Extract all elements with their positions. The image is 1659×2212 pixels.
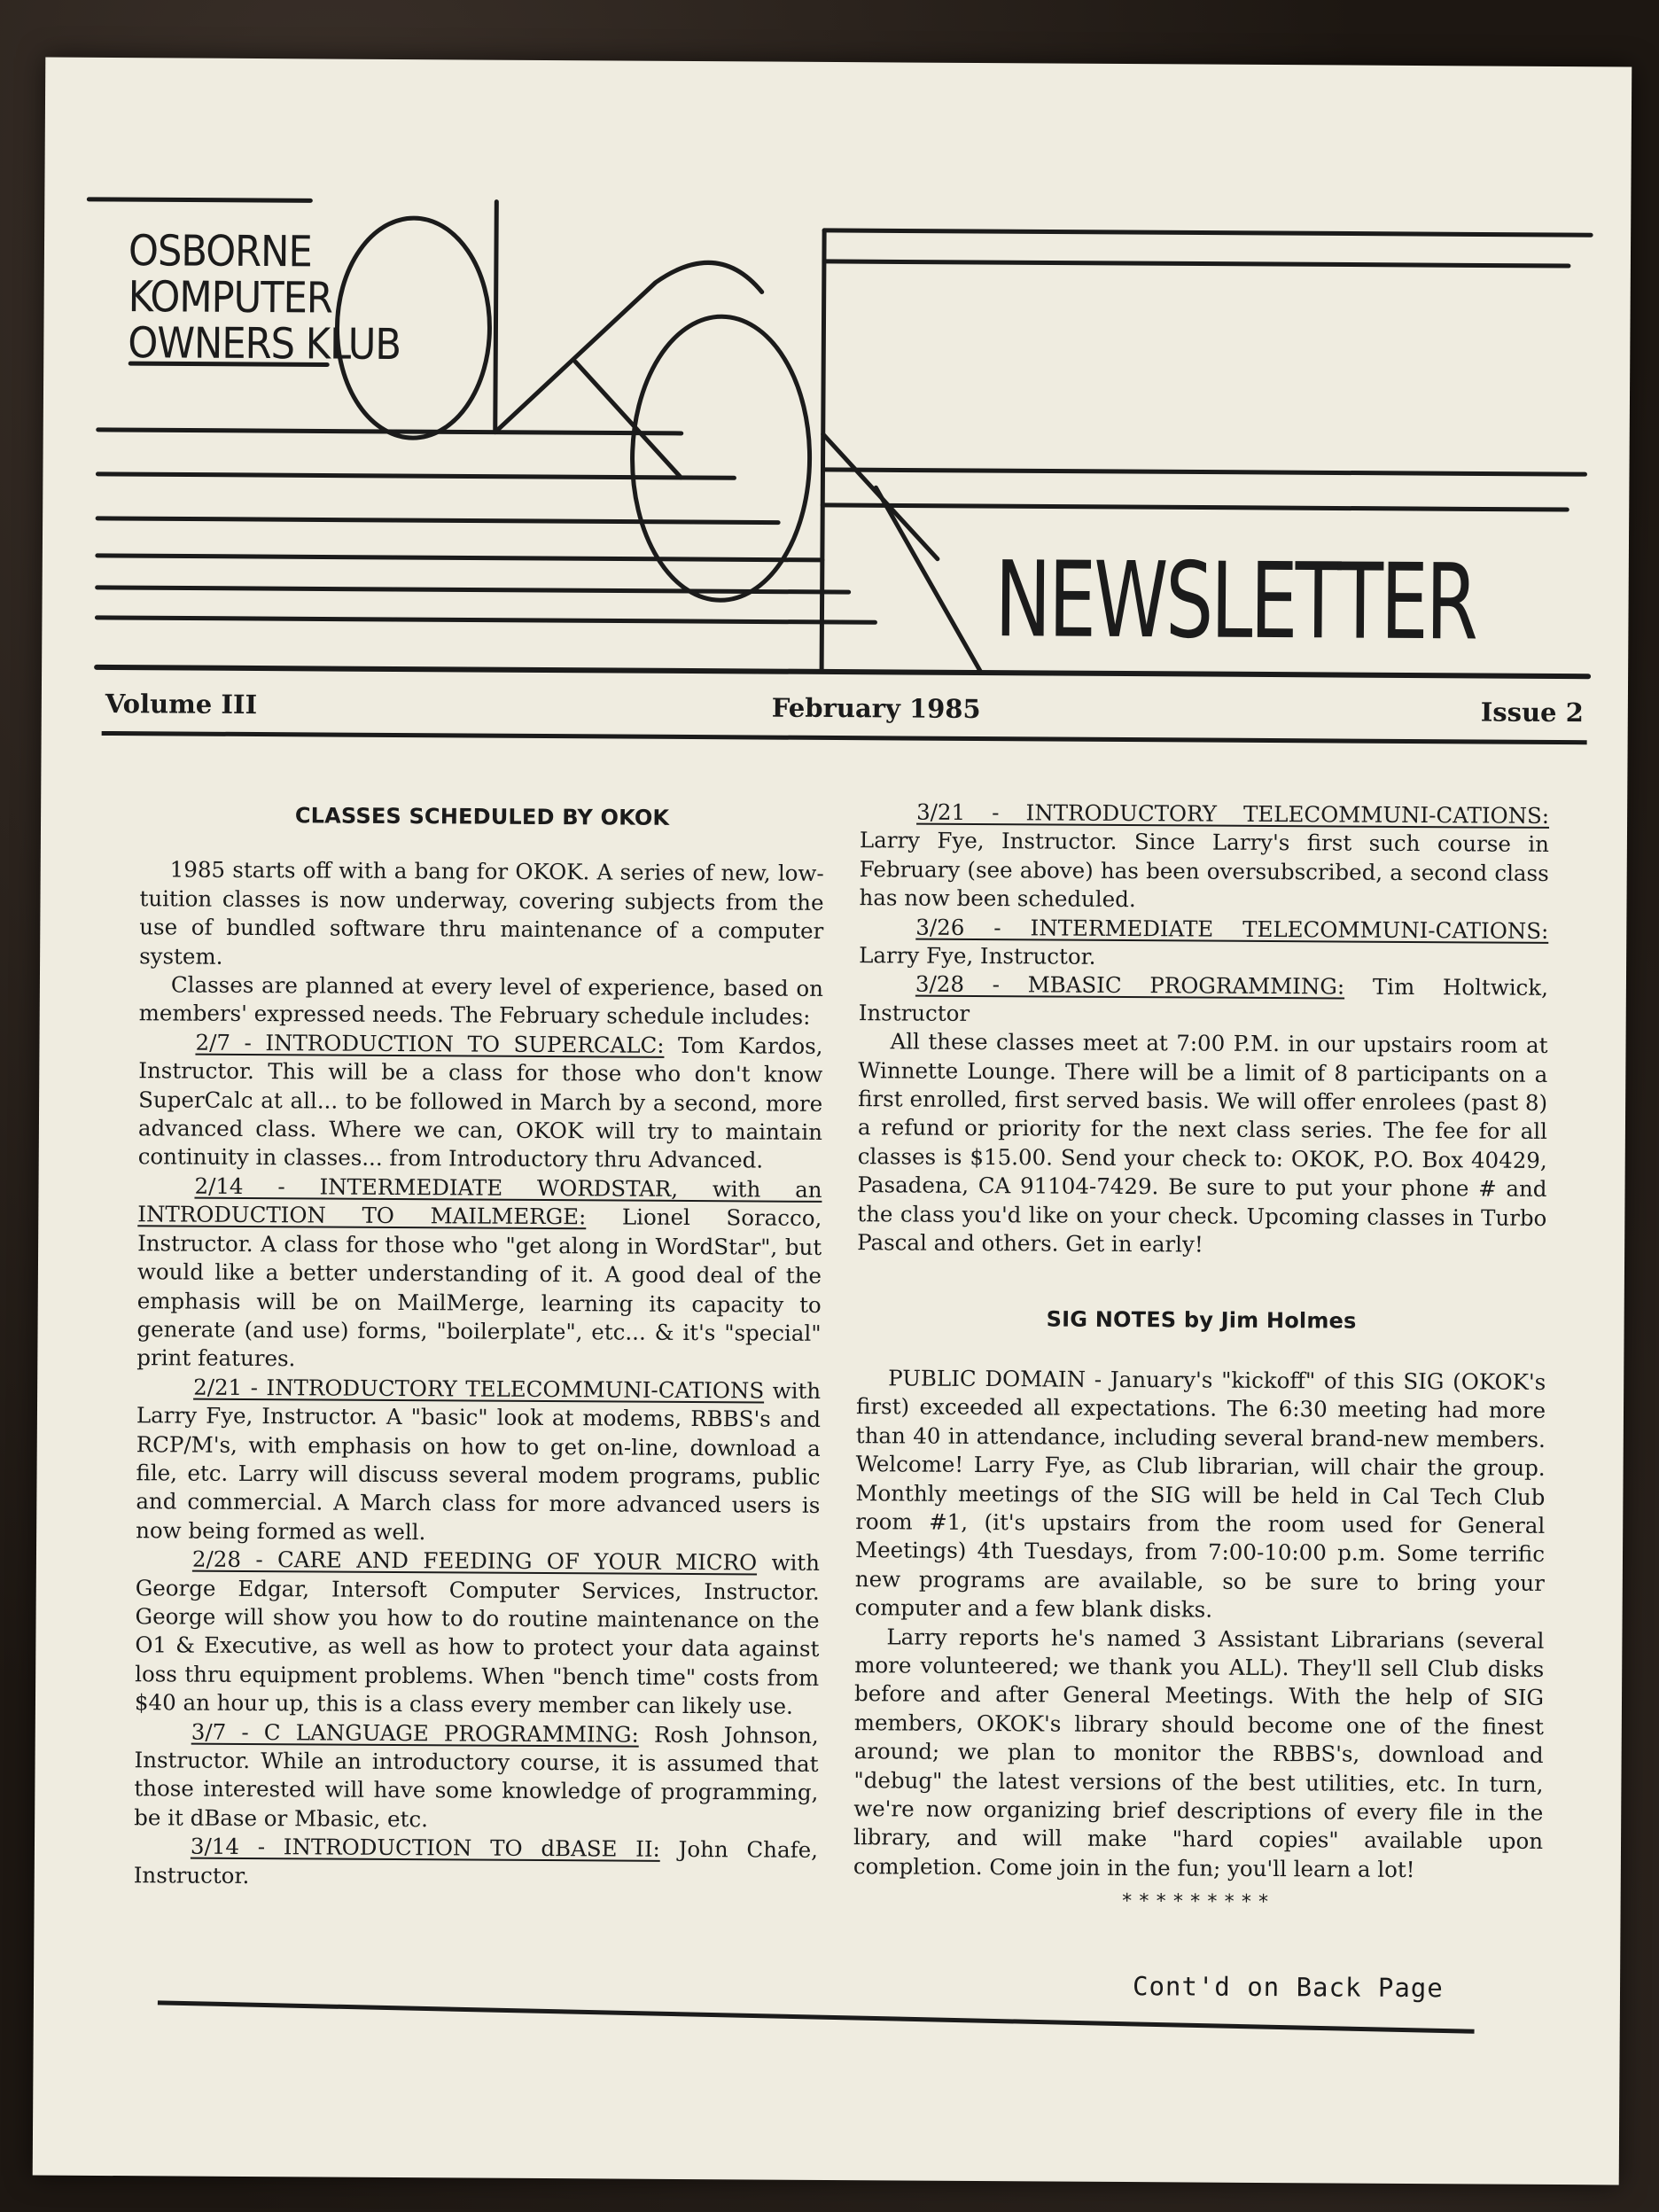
continued-note: Cont'd on Back Page (1132, 1971, 1444, 2004)
logo-letter-k-2-stem (822, 230, 824, 672)
class-item-body: John Chafe, Instructor. (133, 1836, 819, 1889)
right-rule-3 (822, 470, 1585, 474)
header-rule-left-top (89, 199, 310, 201)
newsletter-page (33, 58, 1632, 2185)
class-item-body: Tim Holtwick, Instructor (858, 973, 1549, 1026)
classes-heading: CLASSES SCHEDULED BY OKOK (294, 803, 670, 830)
classes-intro: 1985 starts off with a bang for OKOK. A series of new, low-tuition classes is now underway, covering subjects from the use of bundled software thru maintenance of a computer system. (139, 856, 824, 970)
class-item (136, 1373, 821, 1549)
right-rule-4 (822, 505, 1567, 510)
class-item (136, 1172, 822, 1377)
class-item (859, 798, 1549, 916)
class-item-body: Lionel Soracco, Instructor. A class for those who "get along in WordStar", but would like a better understanding of it. A good deal of the emphasis will be on MailMerge, learning its capacity to generate (and use) forms, "boilerplate", etc... & it's "special" print features. (136, 1203, 822, 1372)
right-rule-2 (824, 261, 1569, 266)
bottom-rule (158, 2000, 1475, 2033)
newsletter-title: NEWSLETTER (994, 538, 1476, 664)
stripe-4 (97, 556, 822, 560)
logo-letter-k-1-arm (495, 261, 762, 434)
stripe-5 (97, 588, 849, 592)
logo-letter-k-1-stem (495, 202, 497, 432)
class-item-body: Rosh Johnson, Instructor. While an introductory course, it is assumed that those interested will have some knowledge of programming, be it dBase or Mbasic, etc. (134, 1721, 819, 1833)
left-column (134, 793, 825, 1894)
stripe-2 (97, 474, 734, 478)
club-name-line-3: OWNERS KLUB (128, 318, 401, 370)
masthead (42, 58, 1632, 728)
club-name-line-2: KOMPUTER (128, 272, 333, 323)
class-item (859, 913, 1548, 975)
logo-letter-k-2-leg (875, 487, 982, 673)
masthead-bottom-rule (97, 667, 1588, 676)
class-item-title: 2/28 - CARE AND FEEDING OF YOUR MICRO (191, 1546, 758, 1576)
class-item-body: Larry Fye, Instructor. Since Larry's first such course in February (see above) has been oversubscribed, a second class has now been scheduled. (859, 827, 1550, 913)
sig-notes-heading: SIG NOTES by Jim Holmes (1046, 1305, 1357, 1334)
class-item-body: Tom Kardos, Instructor. This will be a class for those who don't know SuperCalc at all... to be followed in March by a second, more advanced class. Where we can, OKOK will try to maintain continuity in classes... from Introductory thru Advanced. (137, 1032, 823, 1173)
class-item-title: 3/14 - INTRODUCTION TO dBASE II: (190, 1833, 660, 1863)
stripe-3 (97, 518, 778, 523)
class-item-body: with George Edgar, Intersoft Computer Services, Instructor. George will show you how to do routine maintenance on the O1 & Executive, as well as how to protect your data against loss thru equipment problems. When "bench time" costs from $40 an hour up, this is a class every member can likely use. (134, 1549, 821, 1719)
class-item-title: 3/28 - MBASIC PROGRAMMING: (915, 971, 1345, 1000)
right-column (853, 798, 1550, 1919)
issue-number: Issue 2 (1480, 697, 1584, 728)
class-item-body: Larry Fye, Instructor. (859, 942, 1096, 970)
stripe-6 (97, 618, 875, 622)
sig-paragraph-1: PUBLIC DOMAIN - January's "kickoff" of this SIG (OKOK's first) exceeded all expectations. The 6:30 meeting had more than 40 in attendance, including several brand-new members. Welcome! Larry Fye, as Club librarian, will chair the group. Monthly meetings of the SIG will be held in Cal Tech Club room #1, (it's upstairs from the room used for General Meetings) 4th Tuesdays, from 7:00-10:00 p.m. Some terrific new programs are available, so be sure to bring your computer and a few blank disks. (854, 1365, 1546, 1623)
section-divider-stars: ********* (1120, 1890, 1275, 1914)
class-item (138, 1028, 823, 1176)
club-name-line-1: OSBORNE (128, 226, 312, 277)
volume-label: Volume III (105, 688, 258, 720)
class-item (859, 970, 1548, 1032)
class-item-body: with Larry Fye, Instructor. A "basic" look at modems, RBBS's and RCP/M's, with emphasis on how to get on-line, download a file, etc. Larry will discuss several modem programs, public and commercial. A March class for more advanced users is now being formed as well. (136, 1377, 822, 1545)
issue-bar-rule (102, 731, 1587, 744)
logo-letter-k-1-leg (574, 362, 682, 478)
classes-para-2: Classes are planned at every level of experience, based on members' expressed needs. The February schedule includes: (138, 971, 824, 1031)
class-item (134, 1717, 819, 1836)
class-item-title: 2/7 - INTRODUCTION TO SUPERCALC: (195, 1029, 665, 1058)
club-name (128, 228, 401, 368)
issue-date: February 1985 (771, 692, 981, 725)
class-item-title: 3/7 - C LANGUAGE PROGRAMMING: (191, 1718, 639, 1748)
class-item-title: 3/26 - INTERMEDIATE TELECOMMUNI-CATIONS: (915, 914, 1549, 944)
class-item-title: 2/14 - INTERMEDIATE WORDSTAR, with an INTRODUCTION TO MAILMERGE: (137, 1172, 822, 1230)
class-item (135, 1545, 820, 1721)
class-item-title: 3/21 - INTRODUCTORY TELECOMMUNI-CATIONS: (916, 798, 1550, 829)
class-item-title: 2/21 - INTRODUCTORY TELECOMMUNI-CATIONS (193, 1374, 765, 1404)
sig-paragraph-2: Larry reports he's named 3 Assistant Librarians (several more volunteered; we thank you ALL). They'll sell Club disks before and after General Meetings. With the help of SIG members, OKOK's library should become one of the finest around; we plan to monitor the RBBS's, download and "debug" the latest versions of the best utilities, etc. In turn, we're now organizing brief descriptions of every file in the library, and will make "hard copies" available upon completion. Come join in the fun; you'll learn a lot! (853, 1623, 1545, 1882)
right-rule-top (824, 230, 1591, 235)
meeting-details: All these classes meet at 7:00 P.M. in our upstairs room at Winnette Lounge. There will be a limit of 8 participants on a first enrolled, first served basis. We will offer enrolees (past 8) a refund or priority for the next class series. The fee for all classes is $15.00. Send your check to: OKOK, P.O. Box 40429, Pasadena, CA 91104-7429. Be sure to put your phone # and the class you'd like on your check. Upcoming classes in Turbo Pascal and others. Get in early! (857, 1028, 1548, 1258)
class-item (134, 1832, 818, 1894)
